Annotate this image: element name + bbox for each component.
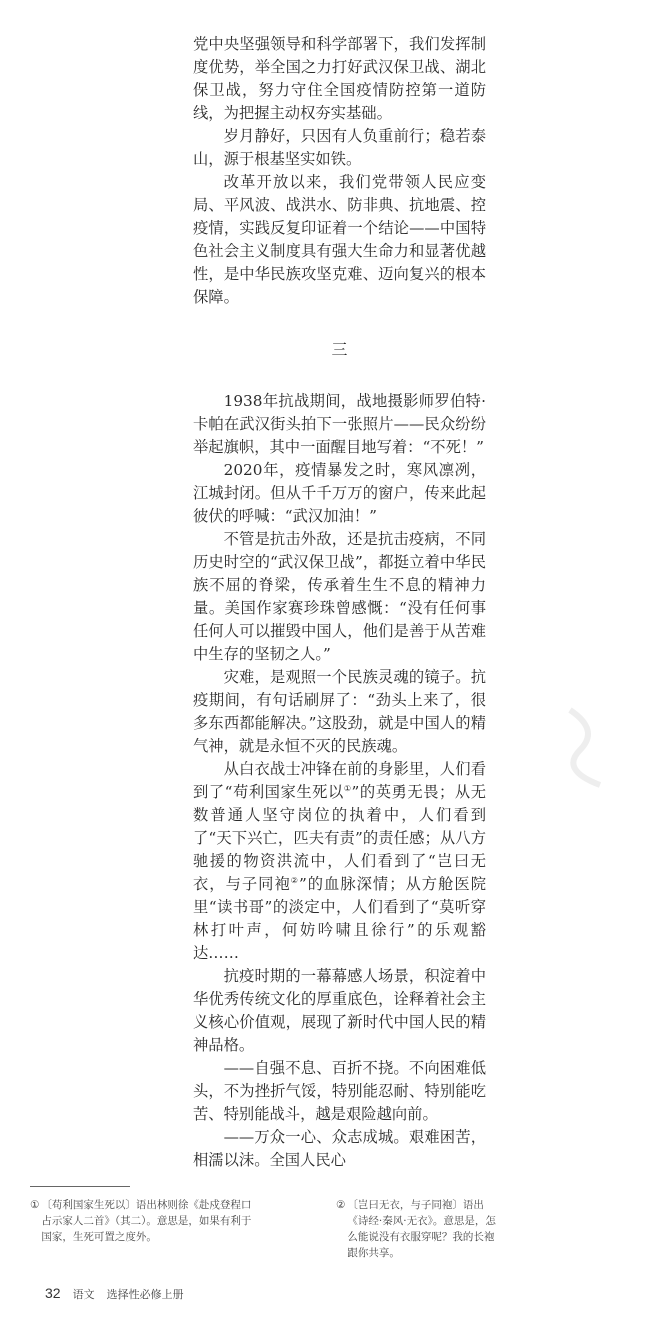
volume: 选择性必修上册 — [106, 1288, 184, 1301]
paragraph: 党中央坚强领导和科学部署下，我们发挥制度优势，举全国之力打好武汉保卫战、湖北保卫战，努力守住全国疫情防控第一道防线，为把握主动权夯实基础。 — [193, 35, 486, 122]
text: ”的血脉深情；从方舱医院里“读书哥”的淡定中，人们看到了“莫听穿林打叶声，何妨吟啸且徐行”的乐观豁达…… — [193, 875, 486, 962]
watermark — [560, 700, 620, 790]
paragraph: 不管是抗击外敌，还是抗击疫病，不同历史时空的“武汉保卫战”，都挺立着中华民族不屈的脊梁，传承着生生不息的精神力量。美国作家赛珍珠曾感慨：“没有任何事任何人可以摧毁中国人，他们是善于从苦难中生存的坚韧之人。” — [193, 530, 486, 663]
text: 从白衣战士冲锋在前的身影里，人们看到了“苟利国家生死以 — [193, 760, 486, 801]
page-number: 32 — [45, 1285, 61, 1301]
body-text — [193, 33, 486, 1172]
footnote-ref-1[interactable]: ① — [343, 783, 352, 793]
paragraph: 岁月静好，只因有人负重前行；稳若泰山，源于根基坚实如铁。 — [193, 127, 486, 168]
paragraph: 灾难，是观照一个民族灵魂的镜子。抗疫期间，有句话刷屏了：“劲头上来了，很多东西都能解决。”这股劲，就是中国人的精气神，就是永恒不灭的民族魂。 — [193, 668, 486, 755]
paragraph: ——万众一心、众志成城。艰难困苦，相濡以沫。全国人民心 — [193, 1128, 486, 1169]
footnote-2 — [336, 1197, 500, 1261]
footnote-ref-2[interactable]: ② — [290, 875, 299, 885]
footnote-text: 〔岂曰无衣，与子同袍〕语出《诗经·秦风·无衣》。意思是，怎么能说没有衣服穿呢？我的长袍跟你共享。 — [347, 1199, 496, 1259]
section-number: 三 — [331, 340, 348, 359]
footnote-text: 〔苟利国家生死以〕语出林则徐《赴戍登程口占示家人二首》（其二）。意思是，如果有利于国家，生死可置之度外。 — [41, 1199, 252, 1243]
paragraph: 改革开放以来，我们党带领人民应变局、平风波、战洪水、防非典、抗地震、控疫情，实践反复印证着一个结论——中国特色社会主义制度具有强大生命力和显著优越性，是中华民族攻坚克难、迈向复兴的根本保障。 — [193, 173, 486, 306]
text: ”的英勇无畏；从无数普通人坚守岗位的执着中，人们看到了“天下兴亡，匹夫有责”的责任感；从八方驰援的物资洪流中，人们看到了“岂曰无衣，与子同袍 — [193, 783, 487, 893]
footnote-mark: ① — [30, 1199, 40, 1211]
footnote-1 — [30, 1197, 254, 1245]
paragraph: 2020年，疫情暴发之时，寒风凛冽，江城封闭。但从千千万万的窗户，传来此起彼伏的呼喊：“武汉加油！” — [193, 461, 486, 525]
footnotes — [0, 1197, 647, 1261]
footnote-mark: ② — [336, 1199, 346, 1211]
paragraph: 抗疫时期的一幕幕感人场景，积淀着中华优秀传统文化的厚重底色，诠释着社会主义核心价值观，展现了新时代中国人民的精神品格。 — [193, 967, 486, 1054]
paragraph: 1938年抗战期间，战地摄影师罗伯特·卡帕在武汉街头拍下一张照片——民众纷纷举起旗帜，其中一面醒目地写着：“不死！” — [193, 392, 486, 456]
page-footer — [45, 1285, 647, 1302]
subject: 语文 — [72, 1288, 95, 1301]
footnote-divider — [30, 1186, 130, 1187]
paragraph: ——自强不息、百折不挠。不向困难低头，不为挫折气馁，特别能忍耐、特别能吃苦、特别能战斗，越是艰险越向前。 — [193, 1059, 486, 1123]
paragraph-with-footnotes — [193, 758, 486, 965]
